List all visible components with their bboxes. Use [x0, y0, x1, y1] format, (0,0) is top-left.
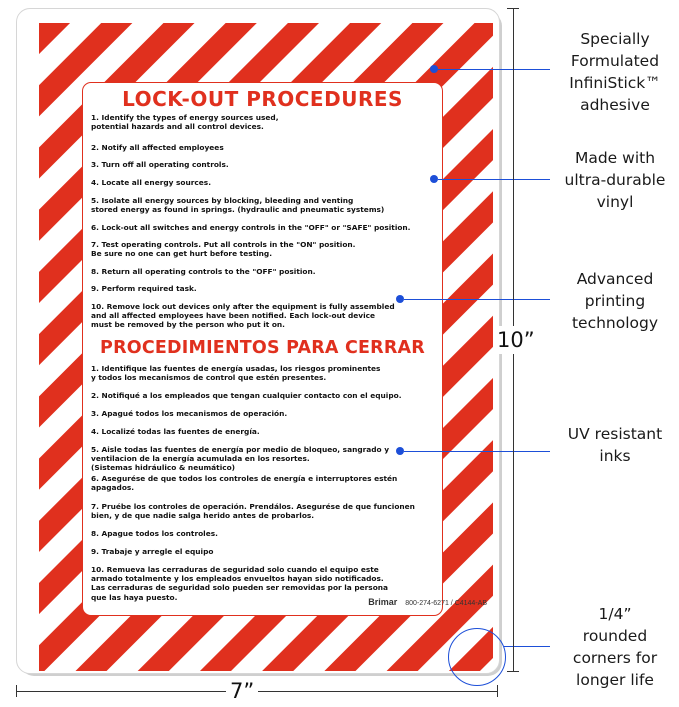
brand-logo: Brimar [368, 597, 398, 607]
spanish-step-3: 3. Apagué todos los mecanismos de operación. [91, 409, 288, 418]
instructions-panel [82, 82, 443, 616]
height-tick-top [507, 8, 519, 9]
callout-printing: Advanced printing technology [571, 270, 659, 332]
width-label: 7” [226, 677, 258, 705]
spanish-step-8: 8. Apague todos los controles. [91, 529, 218, 538]
english-step-2: 2. Notify all affected employees [91, 143, 224, 152]
english-step-10: 10. Remove lock out devices only after the equipment is fully assembled and all affected employees have been notified. Each lock-out device must be removed by the person who put it on. [91, 302, 395, 330]
callout-corners: 1/4” rounded corners for longer life [572, 605, 658, 689]
english-step-7: 7. Test operating controls. Put all controls in the "ON" position. Be sure no one can get hurt before testing. [91, 240, 356, 259]
spanish-step-6: 6. Asegurése de que todos los controles de energía e interruptores estén apagados. [91, 474, 398, 493]
width-tick-left [16, 685, 17, 697]
footer-code: 800-274-6271 / C4144-AB [405, 600, 487, 607]
english-step-3: 3. Turn off all operating controls. [91, 160, 229, 169]
english-step-6: 6. Lock-out all switches and energy controls in the "OFF" or "SAFE" position. [91, 223, 411, 232]
callout-line-adhesive [438, 69, 550, 70]
english-step-8: 8. Return all operating controls to the "OFF" position. [91, 267, 316, 276]
callout-uv: UV resistant inks [567, 425, 663, 465]
spanish-step-10: 10. Remueva las cerraduras de seguridad solo cuando el equipo este armado totalmente y los empleados envueltos hayan sido notificados. Las cerraduras de seguridad solo pueden ser removidas por la persona que las haya puesto. [91, 565, 389, 602]
spanish-step-7: 7. Pruébe los controles de operación. Prendálos. Asegurése de que funcionen bien, y de que nadie salga herido antes de probarlos. [91, 502, 415, 521]
callout-dot-adhesive [430, 65, 438, 73]
callout-line-uv [404, 451, 550, 452]
callout-line-vinyl [438, 179, 550, 180]
spanish-step-9: 9. Trabaje y arregle el equipo [91, 547, 214, 556]
english-step-5: 5. Isolate all energy sources by blocking, bleeding and venting stored energy as found in springs. (hydraulic and pneumatic systems) [91, 196, 385, 215]
callout-dot-printing [396, 295, 404, 303]
callout-dot-uv [396, 447, 404, 455]
english-step-1: 1. Identify the types of energy sources used, potential hazards and all control devices. [91, 113, 279, 132]
spanish-step-4: 4. Localizé todas las fuentes de energía. [91, 427, 260, 436]
callout-line-printing [404, 299, 550, 300]
title-spanish: PROCEDIMIENTOS PARA CERRAR [100, 338, 425, 358]
callout-adhesive: Specially Formulated InfiniStick™ adhesive [569, 30, 661, 114]
width-tick-right [497, 685, 498, 697]
height-tick-bottom [507, 671, 519, 672]
callout-dot-vinyl [430, 175, 438, 183]
spanish-step-1: 1. Identifique las fuentes de energía usadas, los riesgos prominentes y todos los mecanismos de control que estén presentes. [91, 364, 381, 383]
safety-sign [16, 8, 500, 674]
title-english: LOCK-OUT PROCEDURES [122, 87, 403, 111]
callout-vinyl: Made with ultra-durable vinyl [564, 149, 666, 211]
english-step-9: 9. Perform required task. [91, 284, 197, 293]
spanish-step-5: 5. Aisle todas las fuentes de energía por medio de bloqueo, sangrado y ventilacion de la energía acumulada en los resortes. (Sistemas hidráulico & neumático) [91, 445, 390, 473]
callout-ring-corner [448, 628, 506, 686]
english-step-4: 4. Locate all energy sources. [91, 178, 212, 187]
height-label: 10” [493, 326, 539, 354]
callout-line-corner [504, 646, 550, 647]
sign-footer [368, 597, 487, 607]
spanish-step-2: 2. Notifiqué a los empleados que tengan cualquier contacto con el equipo. [91, 391, 402, 400]
